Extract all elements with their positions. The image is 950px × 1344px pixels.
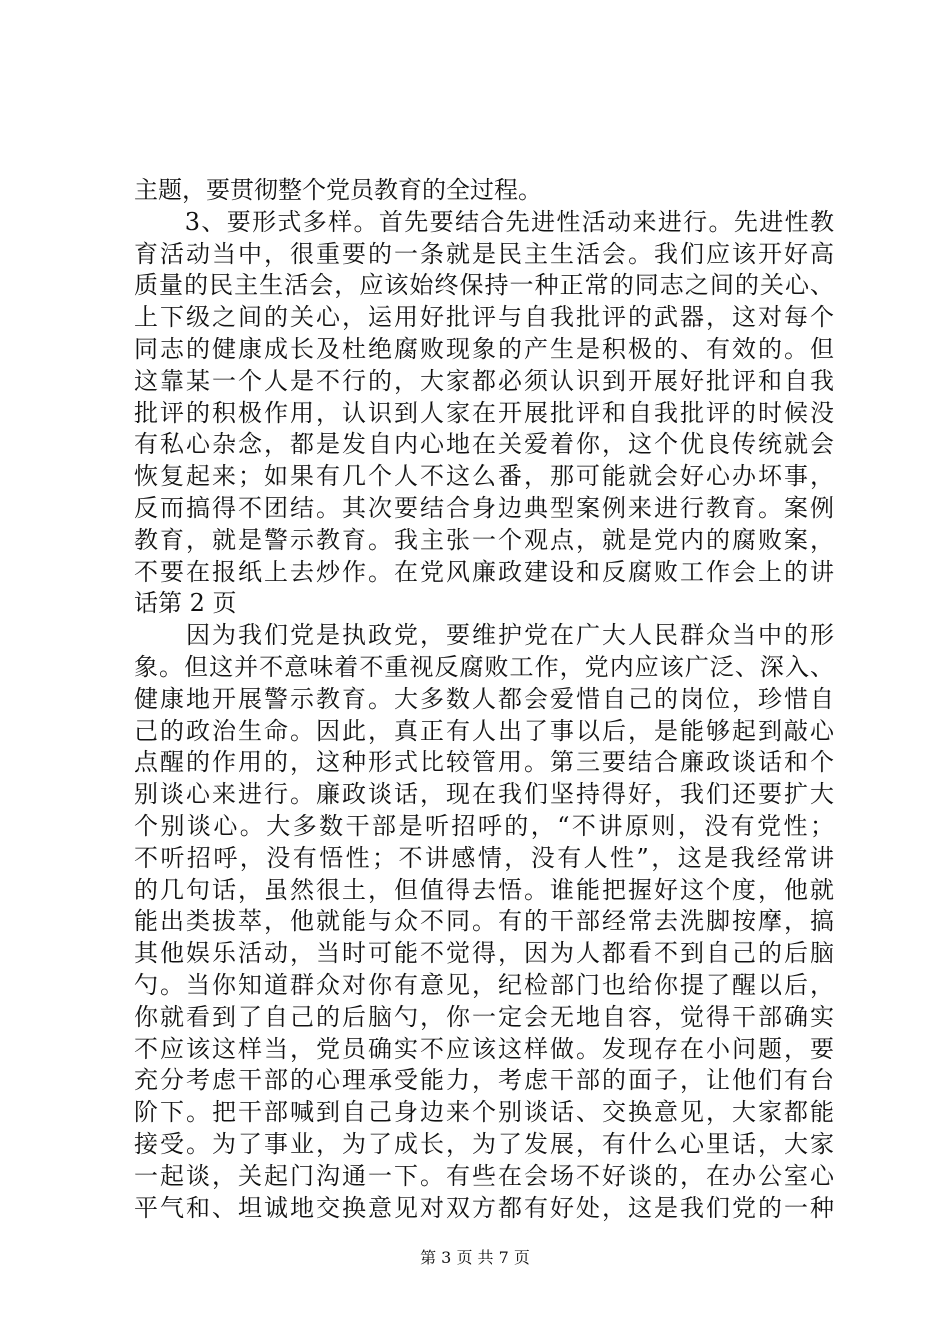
text-line: 能出类拔萃，他就能与众不同。有的干部经常去洗脚按摩，搞: [134, 907, 834, 936]
text-line: 不应该这样当，党员确实不应该这样做。发现存在小问题，要: [134, 1034, 834, 1063]
text-line: 勺。当你知道群众对你有意见，纪检部门也给你提了醒以后，: [134, 971, 834, 999]
text-line: 育活动当中，很重要的一条就是民主生活会。我们应该开好高: [134, 239, 834, 268]
text-line: 个别谈心。大多数干部是听招呼的，“不讲原则，没有党性；: [134, 812, 834, 840]
text-line: 这靠某一个人是不行的，大家都必须认识到开展好批评和自我: [134, 366, 834, 395]
text-line: 同志的健康成长及杜绝腐败现象的产生是积极的、有效的。但: [134, 335, 834, 363]
text-line: 己的政治生命。因此，真正有人出了事以后，是能够起到敲心: [134, 716, 834, 745]
text-line: 的几句话，虽然很土，但值得去悟。谁能把握好这个度，他就: [134, 875, 834, 904]
text-line: 3、要形式多样。首先要结合先进性活动来进行。先进性教: [134, 207, 834, 236]
text-line: 阶下。把干部喊到自己身边来个别谈话、交换意见，大家都能: [134, 1098, 834, 1127]
page-footer: 第 3 页 共 7 页: [420, 1248, 530, 1267]
text-line: 教育，就是警示教育。我主张一个观点，就是党内的腐败案，: [134, 525, 834, 554]
text-line: 点醒的作用的，这种形式比较管用。第三要结合廉政谈话和个: [134, 748, 834, 777]
text-line: 充分考虑干部的心理承受能力，考虑干部的面子，让他们有台: [134, 1066, 834, 1095]
text-line: 质量的民主生活会，应该始终保持一种正常的同志之间的关心、: [134, 271, 834, 300]
text-line: 话第 2 页: [134, 589, 237, 618]
text-line: 恢复起来；如果有几个人不这么番，那可能就会好心办坏事，: [134, 462, 834, 491]
text-line: 一起谈，关起门沟通一下。有些在会场不好谈的，在办公室心: [134, 1161, 834, 1190]
text-line: 有私心杂念，都是发自内心地在关爱着你，这个优良传统就会: [134, 430, 834, 459]
text-line: 不听招呼，没有悟性；不讲感情，没有人性”，这是我经常讲: [134, 843, 834, 872]
text-line: 其他娱乐活动，当时可能不觉得，因为人都看不到自己的后脑: [134, 939, 834, 968]
text-line: 你就看到了自己的后脑勺，你一定会无地自容，觉得干部确实: [134, 1002, 834, 1031]
text-line: 健康地开展警示教育。大多数人都会爱惜自己的岗位，珍惜自: [134, 684, 834, 713]
text-line: 平气和、坦诚地交换意见对双方都有好处，这是我们党的一种: [134, 1193, 834, 1222]
text-line: 反而搞得不团结。其次要结合身边典型案例来进行教育。案例: [134, 494, 834, 522]
text-line: 别谈心来进行。廉政谈话，现在我们坚持得好，我们还要扩大: [134, 780, 834, 809]
text-line: 不要在报纸上去炒作。在党风廉政建设和反腐败工作会上的讲: [134, 557, 834, 586]
text-line: 象。但这并不意味着不重视反腐败工作，党内应该广泛、深入、: [134, 653, 834, 681]
text-line: 接受。为了事业，为了成长，为了发展，有什么心里话，大家: [134, 1130, 834, 1158]
text-line: 批评的积极作用，认识到人家在开展批评和自我批评的时候没: [134, 398, 834, 427]
text-line: 因为我们党是执政党，要维护党在广大人民群众当中的形: [134, 621, 834, 650]
text-line: 主题，要贯彻整个党员教育的全过程。: [134, 176, 542, 204]
text-line: 上下级之间的关心，运用好批评与自我批评的武器，这对每个: [134, 303, 834, 332]
